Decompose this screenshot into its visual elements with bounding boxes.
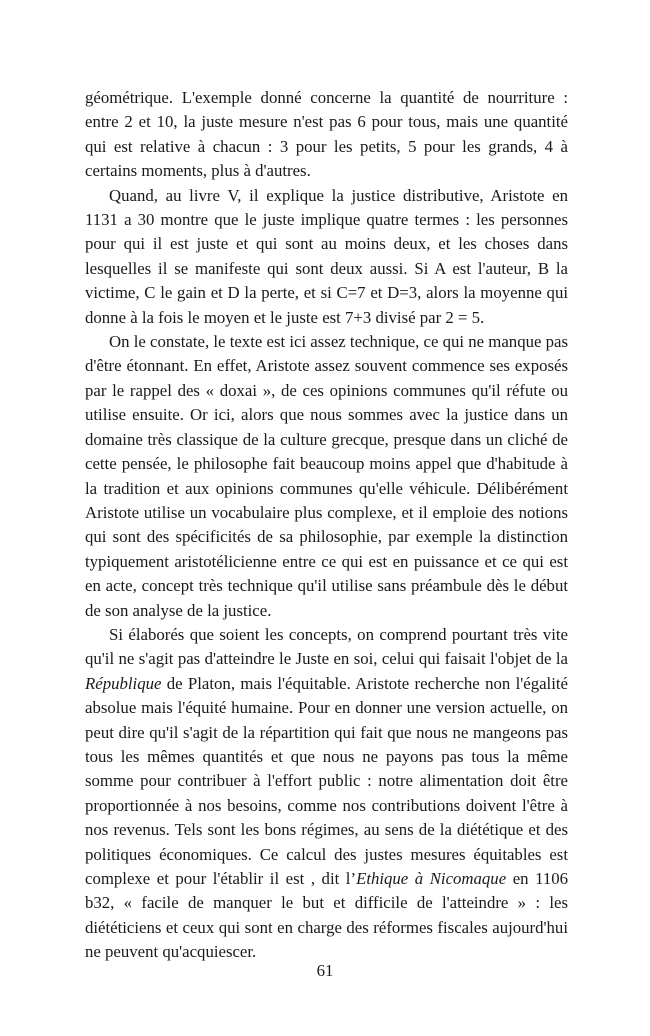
paragraph-4-text-b: de Platon, mais l'équitable. Aristote recherche non l'égalité absolue mais l'équité humaine. Pour en donner une version actuelle, on peut dire qu'il s'agit de la répartition qui fait que nous ne mangeons pas tous les mêmes quantités et que nous ne payons pas tous la même somme pour contribuer à l'effort public : notre alimentation doit être proportionnée à nos besoins, comme nos contributions doivent l'être à nos revenus. Tels sont les bons régimes, au sens de la diététique et des politiques économiques. Ce calcul des justes mesures équitables est complexe et pour l'établir il est , dit l’ xyxy=(85,673,568,888)
paragraph-2 xyxy=(85,184,568,330)
paragraph-4-text-c: en 1106 b32, « facile de manquer le but et difficile de l'atteindre » : les diététiciens et ceux qui sont en charge des réformes fiscales aujourd'hui ne peuvent qu'acquiescer. xyxy=(85,869,569,962)
page-body xyxy=(85,86,568,965)
paragraph-4-text-a: Si élaborés que soient les concepts, on comprend pourtant très vite qu'il ne s'agit pas d'atteindre le Juste en soi, celui qui faisait l'objet de la xyxy=(85,624,568,669)
paragraph-3-text: On le constate, le texte est ici assez technique, ce qui ne manque pas d'être étonnant. En effet, Aristote assez souvent commence ses exposés par le rappel des « doxai », de ces opinions communes qu'il réfute ou utilise ensuite. Or ici, alors que nous sommes avec la justice dans un domaine très classique de la culture grecque, presque dans un cliché de cette pensée, le philosophe fait beaucoup moins appel que d'habitude à la tradition et aux opinions communes qu'elle véhicule. Délibérément Aristote utilise un vocabulaire plus complexe, et il emploie des notions qui sont des spécificités de sa philosophie, par exemple la distinction typiquement aristotélicienne entre ce qui est en puissance et ce qui est en acte, concept très technique qu'il utilise sans préambule dès le début de son analyse de la justice. xyxy=(85,332,568,620)
paragraph-1 xyxy=(85,86,568,184)
paragraph-2-text: Quand, au livre V, il explique la justice distributive, Aristote en 1131 a 30 montre que le juste implique quatre termes : les personnes pour qui il est juste et qui sont au moins deux, et les choses dans lesquelles il se manifeste qui sont deux aussi. Si A est l'auteur, B la victime, C le gain et D la perte, et si C=7 et D=3, alors la moyenne qui donne à la fois le moyen et le juste est 7+3 divisé par 2 = 5. xyxy=(85,185,568,327)
book-title-ethique: Ethique à Nicomaque xyxy=(356,869,507,888)
paragraph-3 xyxy=(85,330,568,623)
paragraph-4 xyxy=(85,623,568,965)
paragraph-1-text: géométrique. L'exemple donné concerne la quantité de nourriture : entre 2 et 10, la juste mesure n'est pas 6 pour tous, mais une quantité qui est relative à chacun : 3 pour les petits, 5 pour les grands, 4 à certains moments, plus à d'autres. xyxy=(85,88,568,181)
page-number: 61 xyxy=(316,961,334,980)
book-title-republique: République xyxy=(85,673,162,693)
